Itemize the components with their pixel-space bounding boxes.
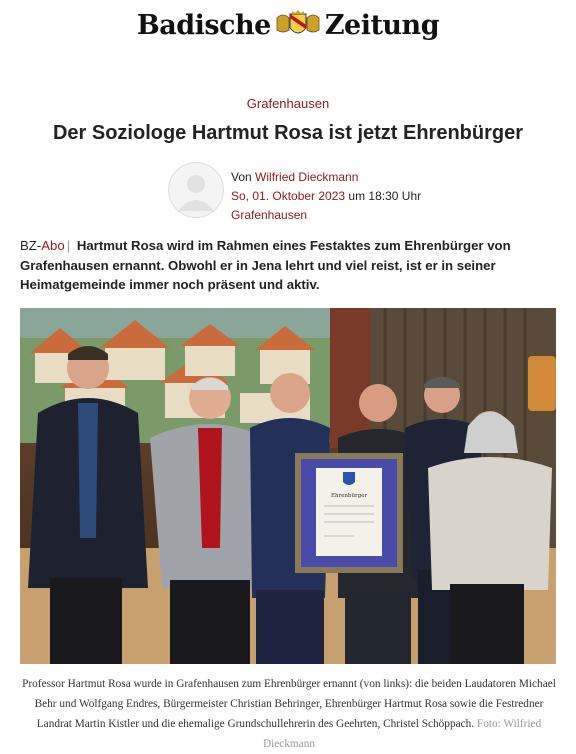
- photo-caption: [16, 674, 562, 754]
- masthead-logo[interactable]: [0, 6, 576, 44]
- author-link[interactable]: Wilfried Dieckmann: [255, 170, 359, 184]
- article-kicker[interactable]: Grafenhausen: [246, 96, 330, 111]
- coat-of-arms-icon: [275, 10, 321, 40]
- abo-badge: Abo: [41, 238, 65, 253]
- photo-credit: Foto: Wilfried Dieckmann: [262, 718, 542, 750]
- publish-time: um 18:30 Uhr: [348, 189, 422, 203]
- certificate-title: Ehrenbürger: [330, 493, 368, 499]
- article-headline: Der Soziologe Hartmut Rosa ist jetzt Ehrenbürger: [52, 122, 524, 144]
- masthead-right: Zeitung: [324, 9, 440, 41]
- article-teaser: [20, 236, 556, 295]
- byline-location[interactable]: Grafenhausen: [231, 208, 308, 222]
- certificate-frame: [295, 453, 403, 573]
- byline: [168, 162, 548, 220]
- byline-prefix: Von: [231, 170, 252, 184]
- author-avatar-icon: [168, 162, 224, 218]
- bz-badge: BZ-: [20, 238, 42, 253]
- teaser-text: Hartmut Rosa wird im Rahmen eines Festaktes zum Ehrenbürger von Grafenhausen ernannt. Obwohl er in Jena lehrt und viel reist, ist er in seiner Heimatgemeinde immer noch präsent und aktiv.: [20, 238, 511, 292]
- article-photo[interactable]: [20, 308, 556, 664]
- caption-text: Professor Hartmut Rosa wurde in Grafenhausen zum Ehrenbürger ernannt (von links): die beiden Laudatoren Michael Behr und Wolfgang Endres, Bürgermeister Christian Behringer, Ehrenbürger Hartmut Rosa sowie die Festredner Landrat Martin Kistler und die ehemalige Grundschullehrerin des Geehrten, Christel Schöppach.: [22, 678, 556, 730]
- masthead-left: Badische: [136, 9, 271, 41]
- publish-date[interactable]: So, 01. Oktober 2023: [231, 189, 346, 203]
- teaser-separator: |: [66, 238, 71, 253]
